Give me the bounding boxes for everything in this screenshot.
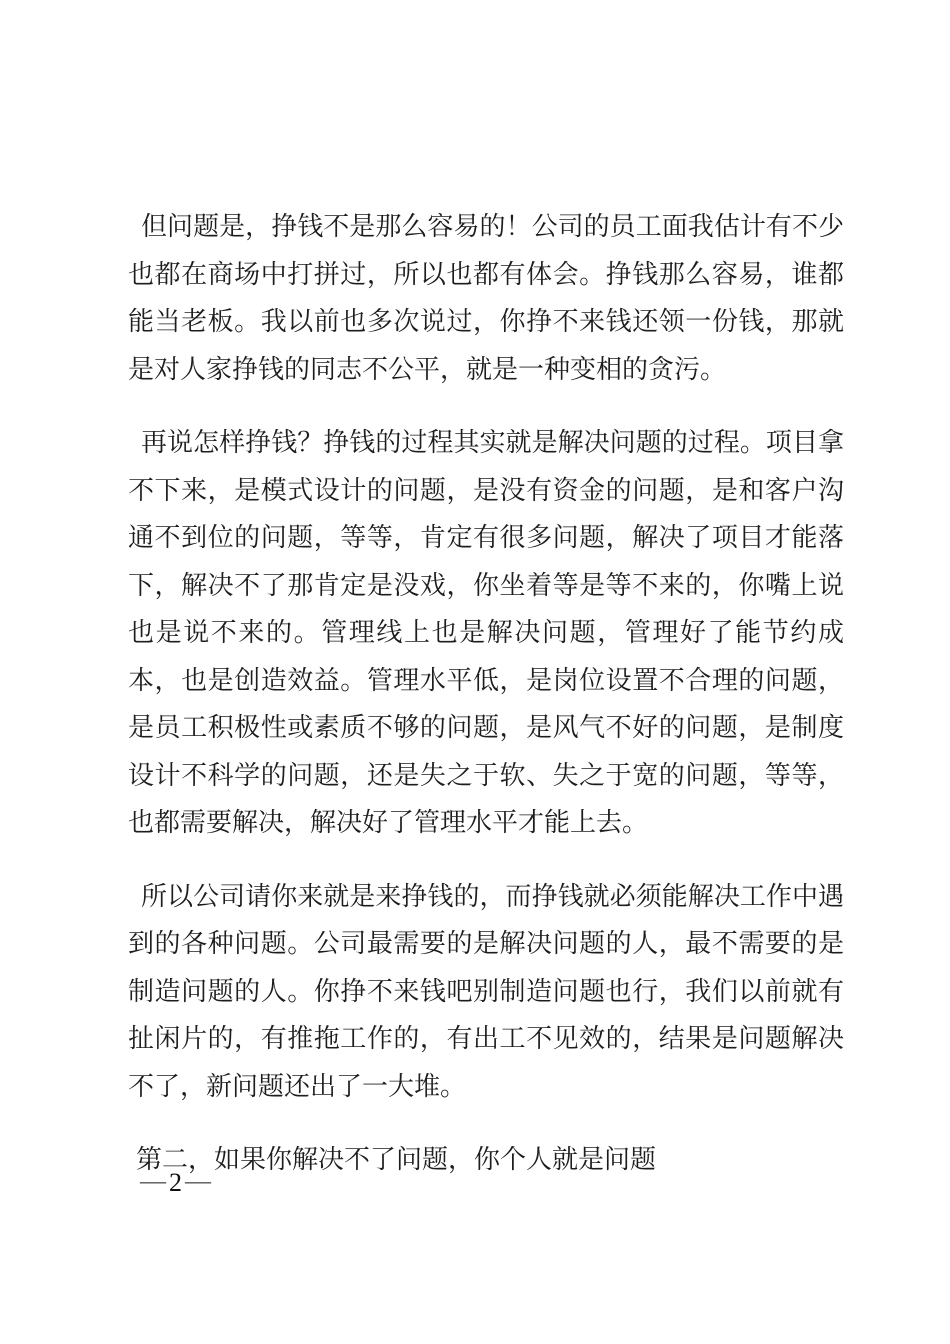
footer-dash-right: — [185,1166,212,1195]
page-footer [140,1168,212,1198]
section-heading: 第二，如果你解决不了问题，你个人就是问题 [136,1145,657,1174]
footer-dash-left: — [140,1166,167,1195]
paragraph: 所以公司请你来就是来挣钱的，而挣钱就必须能解决工作中遇到的各种问题。公司最需要的是解决问题的人，最不需要的是制造问题的人。你挣不来钱吧别制造问题也行，我们以前就有扯闲片的，有推拖工作的，有出工不见效的，结果是问题解决不了，新问题还出了一大堆。 [128,881,844,1101]
paragraph: 再说怎样挣钱？挣钱的过程其实就是解决问题的过程。项目拿不下来，是模式设计的问题，是没有资金的问题，是和客户沟通不到位的问题，等等，肯定有很多问题，解决了项目才能落下，解决不了那肯定是没戏，你坐着等是等不来的，你嘴上说也是说不来的。管理线上也是解决问题，管理好了能节约成本，也是创造效益。管理水平低，是岗位设置不合理的问题，是员工积极性或素质不够的问题，是风气不好的问题，是制度设计不科学的问题，还是失之于软、失之于宽的问题，等等，也都需要解决，解决好了管理水平才能上去。 [128,428,844,837]
text-column [128,203,844,1184]
paragraph: 但问题是，挣钱不是那么容易的！公司的员工面我估计有不少也都在商场中打拼过，所以也都有体会。挣钱那么容易，谁都能当老板。我以前也多次说过，你挣不来钱还领一份钱，那就是对人家挣钱的同志不公平，就是一种变相的贪污。 [128,212,844,384]
page-number: 2 [169,1168,183,1197]
